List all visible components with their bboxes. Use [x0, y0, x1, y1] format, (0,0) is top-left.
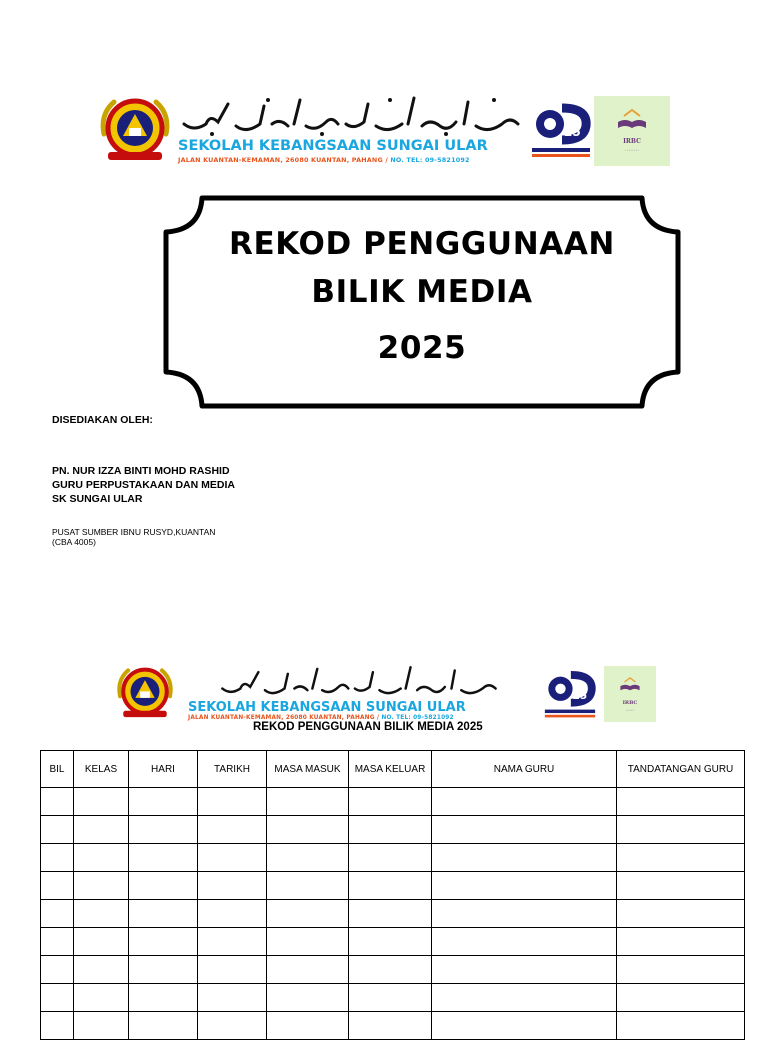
table-row [41, 928, 745, 956]
table-row [41, 900, 745, 928]
table-cell[interactable] [41, 928, 74, 956]
table-cell[interactable] [129, 1012, 198, 1040]
table-cell[interactable] [349, 816, 432, 844]
table-cell[interactable] [267, 872, 349, 900]
table-cell[interactable] [432, 956, 617, 984]
table-row [41, 956, 745, 984]
resource-centre-code: (CBA 4005) [52, 537, 96, 547]
irbc-tagline: ••••• [625, 708, 635, 712]
phone-text: NO. TEL: 09-5821092 [381, 715, 454, 721]
table-cell[interactable] [617, 956, 745, 984]
usage-record-table [40, 750, 745, 1040]
table-cell[interactable] [41, 816, 74, 844]
column-header-tarikh: TARIKH [198, 751, 267, 788]
table-header-row [41, 751, 745, 788]
table-cell[interactable] [41, 844, 74, 872]
table-row [41, 788, 745, 816]
cover-title-year: 2025 [377, 330, 467, 366]
badge-25-logo [530, 100, 592, 160]
table-cell[interactable] [267, 816, 349, 844]
table-cell[interactable] [198, 900, 267, 928]
table-cell[interactable] [349, 984, 432, 1012]
table-cell[interactable] [74, 872, 129, 900]
table-cell[interactable] [41, 1012, 74, 1040]
table-title: REKOD PENGGUNAAN BILIK MEDIA 2025 [253, 721, 483, 733]
table-cell[interactable] [432, 844, 617, 872]
table-cell[interactable] [198, 984, 267, 1012]
book-icon [594, 96, 670, 136]
table-body [41, 788, 745, 1040]
table-cell[interactable] [617, 844, 745, 872]
letterhead-top [96, 94, 670, 166]
table-row [41, 844, 745, 872]
table-cell[interactable] [129, 900, 198, 928]
table-cell[interactable] [198, 956, 267, 984]
cover-title-line1: REKOD PENGGUNAAN [229, 226, 615, 262]
column-header-tandatangan-guru: TANDATANGAN GURU [617, 751, 745, 788]
book-icon [604, 666, 656, 698]
table-cell[interactable] [349, 1012, 432, 1040]
irbc-label: IRBC [623, 138, 641, 145]
badge-25-logo [542, 668, 598, 720]
table-row [41, 816, 745, 844]
table-cell[interactable] [198, 872, 267, 900]
preparer-name: PN. NUR IZZA BINTI MOHD RASHID [52, 465, 230, 477]
column-header-masa-masuk: MASA MASUK [267, 751, 349, 788]
table-cell[interactable] [349, 872, 432, 900]
table-cell[interactable] [349, 956, 432, 984]
table-cell[interactable] [432, 872, 617, 900]
table-cell[interactable] [349, 928, 432, 956]
table-cell[interactable] [617, 900, 745, 928]
table-cell[interactable] [74, 788, 129, 816]
cover-title-line2: BILIK MEDIA [311, 274, 533, 310]
preparer-school: SK SUNGAI ULAR [52, 493, 143, 505]
table-row [41, 984, 745, 1012]
table-cell[interactable] [267, 956, 349, 984]
table-cell[interactable] [267, 788, 349, 816]
column-header-bil: BIL [41, 751, 74, 788]
table-cell[interactable] [129, 872, 198, 900]
table-cell[interactable] [198, 928, 267, 956]
table-cell[interactable] [267, 1012, 349, 1040]
table-cell[interactable] [349, 844, 432, 872]
table-cell[interactable] [198, 816, 267, 844]
irbc-logo [594, 96, 670, 166]
column-header-kelas: KELAS [74, 751, 129, 788]
table-cell[interactable] [74, 956, 129, 984]
table-cell[interactable] [41, 872, 74, 900]
table-cell[interactable] [41, 788, 74, 816]
table-cell[interactable] [432, 816, 617, 844]
preparer-role: GURU PERPUSTAKAAN DAN MEDIA [52, 479, 235, 491]
table-cell[interactable] [198, 844, 267, 872]
school-name: SEKOLAH KEBANGSAAN SUNGAI ULAR [188, 700, 466, 715]
school-crest-logo [96, 94, 174, 166]
table-cell[interactable] [74, 984, 129, 1012]
table-cell[interactable] [74, 816, 129, 844]
table-cell[interactable] [432, 900, 617, 928]
table-cell[interactable] [198, 788, 267, 816]
table-cell[interactable] [617, 816, 745, 844]
table-cell[interactable] [617, 872, 745, 900]
school-address [178, 156, 470, 164]
table-cell[interactable] [617, 1012, 745, 1040]
table-cell[interactable] [432, 984, 617, 1012]
table-cell[interactable] [74, 928, 129, 956]
column-header-hari: HARI [129, 751, 198, 788]
resource-centre-name: PUSAT SUMBER IBNU RUSYD,KUANTAN [52, 527, 216, 537]
table-cell[interactable] [617, 788, 745, 816]
table-cell[interactable] [129, 788, 198, 816]
table-cell[interactable] [41, 984, 74, 1012]
table-cell[interactable] [41, 956, 74, 984]
letterhead-bottom [108, 664, 658, 722]
column-header-masa-keluar: MASA KELUAR [349, 751, 432, 788]
irbc-tagline: •••••••• [624, 148, 640, 152]
table-cell[interactable] [349, 788, 432, 816]
jawi-school-name [184, 664, 534, 700]
table-cell[interactable] [267, 928, 349, 956]
irbc-logo [604, 666, 656, 722]
table-cell[interactable] [74, 844, 129, 872]
table-cell[interactable] [129, 956, 198, 984]
table-cell[interactable] [129, 844, 198, 872]
table-cell[interactable] [129, 984, 198, 1012]
table-cell[interactable] [349, 900, 432, 928]
table-cell[interactable] [74, 1012, 129, 1040]
table-cell[interactable] [41, 900, 74, 928]
table-cell[interactable] [74, 900, 129, 928]
badge-number: 25 [572, 690, 588, 703]
table-cell[interactable] [432, 1012, 617, 1040]
school-name: SEKOLAH KEBANGSAAN SUNGAI ULAR [178, 138, 488, 154]
table-cell[interactable] [617, 984, 745, 1012]
table-row [41, 1012, 745, 1040]
table-cell[interactable] [267, 984, 349, 1012]
table-cell[interactable] [617, 928, 745, 956]
address-text: JALAN KUANTAN-KEMAMAN, 26080 KUANTAN, PAHANG / [178, 156, 388, 164]
badge-number: 25 [564, 125, 581, 139]
table-cell[interactable] [198, 1012, 267, 1040]
phone-text: NO. TEL: 09-5821092 [390, 156, 470, 164]
irbc-label: IRBC [622, 700, 638, 706]
table-cell[interactable] [267, 900, 349, 928]
table-cell[interactable] [129, 928, 198, 956]
table-cell[interactable] [432, 788, 617, 816]
table-cell[interactable] [267, 844, 349, 872]
table-cell[interactable] [129, 816, 198, 844]
jawi-school-name [176, 94, 526, 138]
table-row [41, 872, 745, 900]
school-crest-logo [108, 664, 182, 722]
address-text: JALAN KUANTAN-KEMAMAN, 26080 KUANTAN, PAHANG / [188, 715, 380, 721]
column-header-nama-guru: NAMA GURU [432, 751, 617, 788]
table-cell[interactable] [432, 928, 617, 956]
prepared-by-label: DISEDIAKAN OLEH: [52, 414, 153, 426]
